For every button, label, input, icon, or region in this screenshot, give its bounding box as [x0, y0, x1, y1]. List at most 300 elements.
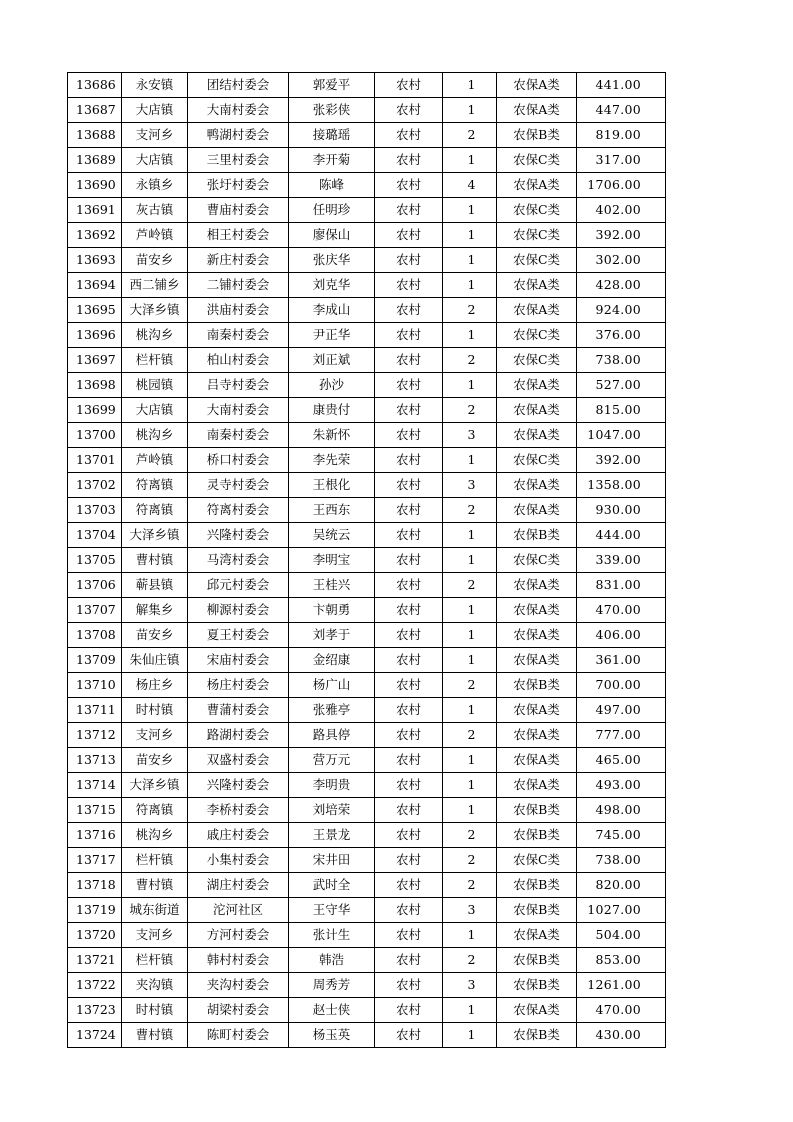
town-cell: 芦岭镇 [122, 223, 188, 248]
table-row [68, 423, 666, 448]
area-type-cell: 农村 [375, 623, 443, 648]
town-cell: 曹村镇 [122, 873, 188, 898]
amount-cell: 498.00 [577, 798, 666, 823]
town-cell: 桃园镇 [122, 373, 188, 398]
household-count-cell: 2 [443, 673, 497, 698]
household-count-cell: 1 [443, 73, 497, 98]
area-type-cell: 农村 [375, 873, 443, 898]
village-committee-cell: 戚庄村委会 [188, 823, 289, 848]
area-type-cell: 农村 [375, 548, 443, 573]
name-cell: 李明宝 [289, 548, 375, 573]
village-committee-cell: 南秦村委会 [188, 323, 289, 348]
row-id-cell: 13686 [68, 73, 122, 98]
amount-cell: 493.00 [577, 773, 666, 798]
insurance-category-cell: 农保B类 [497, 973, 577, 998]
area-type-cell: 农村 [375, 798, 443, 823]
table-row [68, 348, 666, 373]
row-id-cell: 13722 [68, 973, 122, 998]
name-cell: 刘培荣 [289, 798, 375, 823]
household-count-cell: 3 [443, 973, 497, 998]
name-cell: 李明贵 [289, 773, 375, 798]
household-count-cell: 1 [443, 273, 497, 298]
row-id-cell: 13723 [68, 998, 122, 1023]
amount-cell: 504.00 [577, 923, 666, 948]
name-cell: 陈峰 [289, 173, 375, 198]
village-committee-cell: 桥口村委会 [188, 448, 289, 473]
name-cell: 王西东 [289, 498, 375, 523]
roster-table [67, 72, 666, 1048]
name-cell: 刘克华 [289, 273, 375, 298]
area-type-cell: 农村 [375, 498, 443, 523]
amount-cell: 745.00 [577, 823, 666, 848]
household-count-cell: 1 [443, 748, 497, 773]
row-id-cell: 13703 [68, 498, 122, 523]
village-committee-cell: 湖庄村委会 [188, 873, 289, 898]
town-cell: 桃沟乡 [122, 323, 188, 348]
table-row [68, 823, 666, 848]
area-type-cell: 农村 [375, 598, 443, 623]
row-id-cell: 13708 [68, 623, 122, 648]
row-id-cell: 13704 [68, 523, 122, 548]
row-id-cell: 13688 [68, 123, 122, 148]
household-count-cell: 1 [443, 223, 497, 248]
household-count-cell: 1 [443, 698, 497, 723]
household-count-cell: 2 [443, 873, 497, 898]
insurance-category-cell: 农保A类 [497, 473, 577, 498]
village-committee-cell: 杨庄村委会 [188, 673, 289, 698]
amount-cell: 924.00 [577, 298, 666, 323]
name-cell: 张雅亭 [289, 698, 375, 723]
row-id-cell: 13710 [68, 673, 122, 698]
area-type-cell: 农村 [375, 773, 443, 798]
village-committee-cell: 柏山村委会 [188, 348, 289, 373]
area-type-cell: 农村 [375, 1023, 443, 1048]
name-cell: 郭爱平 [289, 73, 375, 98]
amount-cell: 930.00 [577, 498, 666, 523]
household-count-cell: 3 [443, 898, 497, 923]
village-committee-cell: 相王村委会 [188, 223, 289, 248]
village-committee-cell: 南秦村委会 [188, 423, 289, 448]
household-count-cell: 2 [443, 573, 497, 598]
amount-cell: 430.00 [577, 1023, 666, 1048]
village-committee-cell: 兴隆村委会 [188, 523, 289, 548]
area-type-cell: 农村 [375, 248, 443, 273]
insurance-category-cell: 农保B类 [497, 898, 577, 923]
household-count-cell: 2 [443, 498, 497, 523]
amount-cell: 738.00 [577, 348, 666, 373]
row-id-cell: 13692 [68, 223, 122, 248]
town-cell: 曹村镇 [122, 1023, 188, 1048]
household-count-cell: 4 [443, 173, 497, 198]
household-count-cell: 1 [443, 323, 497, 348]
town-cell: 城东街道 [122, 898, 188, 923]
town-cell: 符离镇 [122, 473, 188, 498]
area-type-cell: 农村 [375, 848, 443, 873]
name-cell: 康贵付 [289, 398, 375, 423]
name-cell: 杨玉英 [289, 1023, 375, 1048]
table-row [68, 148, 666, 173]
amount-cell: 465.00 [577, 748, 666, 773]
town-cell: 大泽乡镇 [122, 773, 188, 798]
household-count-cell: 3 [443, 423, 497, 448]
town-cell: 苗安乡 [122, 248, 188, 273]
amount-cell: 1261.00 [577, 973, 666, 998]
insurance-category-cell: 农保A类 [497, 398, 577, 423]
amount-cell: 1047.00 [577, 423, 666, 448]
table-row [68, 648, 666, 673]
household-count-cell: 1 [443, 923, 497, 948]
town-cell: 支河乡 [122, 923, 188, 948]
roster-body [68, 73, 666, 1048]
village-committee-cell: 李桥村委会 [188, 798, 289, 823]
insurance-category-cell: 农保C类 [497, 548, 577, 573]
area-type-cell: 农村 [375, 348, 443, 373]
town-cell: 时村镇 [122, 698, 188, 723]
insurance-category-cell: 农保A类 [497, 573, 577, 598]
amount-cell: 853.00 [577, 948, 666, 973]
row-id-cell: 13719 [68, 898, 122, 923]
row-id-cell: 13694 [68, 273, 122, 298]
table-row [68, 123, 666, 148]
insurance-category-cell: 农保A类 [497, 273, 577, 298]
town-cell: 曹村镇 [122, 548, 188, 573]
table-row [68, 898, 666, 923]
table-row [68, 173, 666, 198]
row-id-cell: 13724 [68, 1023, 122, 1048]
amount-cell: 1706.00 [577, 173, 666, 198]
town-cell: 大店镇 [122, 148, 188, 173]
row-id-cell: 13713 [68, 748, 122, 773]
village-committee-cell: 二铺村委会 [188, 273, 289, 298]
table-row [68, 1023, 666, 1048]
area-type-cell: 农村 [375, 748, 443, 773]
town-cell: 支河乡 [122, 123, 188, 148]
area-type-cell: 农村 [375, 648, 443, 673]
table-row [68, 698, 666, 723]
household-count-cell: 2 [443, 723, 497, 748]
amount-cell: 831.00 [577, 573, 666, 598]
name-cell: 杨广山 [289, 673, 375, 698]
row-id-cell: 13718 [68, 873, 122, 898]
amount-cell: 376.00 [577, 323, 666, 348]
table-row [68, 373, 666, 398]
amount-cell: 339.00 [577, 548, 666, 573]
name-cell: 营万元 [289, 748, 375, 773]
table-row [68, 948, 666, 973]
row-id-cell: 13689 [68, 148, 122, 173]
insurance-category-cell: 农保C类 [497, 848, 577, 873]
village-committee-cell: 双盛村委会 [188, 748, 289, 773]
amount-cell: 819.00 [577, 123, 666, 148]
village-committee-cell: 沱河社区 [188, 898, 289, 923]
village-committee-cell: 宋庙村委会 [188, 648, 289, 673]
insurance-category-cell: 农保B类 [497, 673, 577, 698]
insurance-category-cell: 农保B类 [497, 798, 577, 823]
amount-cell: 470.00 [577, 598, 666, 623]
insurance-category-cell: 农保A类 [497, 423, 577, 448]
village-committee-cell: 鸭湖村委会 [188, 123, 289, 148]
household-count-cell: 1 [443, 198, 497, 223]
village-committee-cell: 曹蒲村委会 [188, 698, 289, 723]
insurance-category-cell: 农保A类 [497, 723, 577, 748]
town-cell: 符离镇 [122, 498, 188, 523]
household-count-cell: 2 [443, 948, 497, 973]
row-id-cell: 13717 [68, 848, 122, 873]
name-cell: 韩浩 [289, 948, 375, 973]
table-row [68, 723, 666, 748]
village-committee-cell: 吕寺村委会 [188, 373, 289, 398]
name-cell: 朱新怀 [289, 423, 375, 448]
row-id-cell: 13697 [68, 348, 122, 373]
name-cell: 孙沙 [289, 373, 375, 398]
area-type-cell: 农村 [375, 823, 443, 848]
insurance-category-cell: 农保A类 [497, 923, 577, 948]
name-cell: 金绍康 [289, 648, 375, 673]
area-type-cell: 农村 [375, 423, 443, 448]
village-committee-cell: 曹庙村委会 [188, 198, 289, 223]
village-committee-cell: 胡梁村委会 [188, 998, 289, 1023]
village-committee-cell: 路湖村委会 [188, 723, 289, 748]
household-count-cell: 1 [443, 248, 497, 273]
insurance-category-cell: 农保A类 [497, 73, 577, 98]
table-row [68, 573, 666, 598]
town-cell: 桃沟乡 [122, 823, 188, 848]
town-cell: 杨庄乡 [122, 673, 188, 698]
amount-cell: 402.00 [577, 198, 666, 223]
household-count-cell: 1 [443, 148, 497, 173]
household-count-cell: 1 [443, 623, 497, 648]
row-id-cell: 13705 [68, 548, 122, 573]
insurance-category-cell: 农保B类 [497, 873, 577, 898]
insurance-category-cell: 农保A类 [497, 623, 577, 648]
household-count-cell: 1 [443, 598, 497, 623]
insurance-category-cell: 农保A类 [497, 298, 577, 323]
row-id-cell: 13707 [68, 598, 122, 623]
name-cell: 路具停 [289, 723, 375, 748]
name-cell: 张彩侠 [289, 98, 375, 123]
area-type-cell: 农村 [375, 373, 443, 398]
row-id-cell: 13693 [68, 248, 122, 273]
household-count-cell: 1 [443, 98, 497, 123]
town-cell: 芦岭镇 [122, 448, 188, 473]
row-id-cell: 13716 [68, 823, 122, 848]
insurance-category-cell: 农保B类 [497, 1023, 577, 1048]
village-committee-cell: 灵寺村委会 [188, 473, 289, 498]
table-row [68, 623, 666, 648]
household-count-cell: 2 [443, 823, 497, 848]
household-count-cell: 3 [443, 473, 497, 498]
area-type-cell: 农村 [375, 998, 443, 1023]
insurance-category-cell: 农保C类 [497, 198, 577, 223]
household-count-cell: 1 [443, 1023, 497, 1048]
amount-cell: 470.00 [577, 998, 666, 1023]
name-cell: 张计生 [289, 923, 375, 948]
table-row [68, 223, 666, 248]
row-id-cell: 13714 [68, 773, 122, 798]
household-count-cell: 2 [443, 298, 497, 323]
table-row [68, 673, 666, 698]
insurance-category-cell: 农保A类 [497, 498, 577, 523]
area-type-cell: 农村 [375, 148, 443, 173]
area-type-cell: 农村 [375, 973, 443, 998]
amount-cell: 302.00 [577, 248, 666, 273]
town-cell: 永安镇 [122, 73, 188, 98]
household-count-cell: 2 [443, 398, 497, 423]
insurance-category-cell: 农保B类 [497, 823, 577, 848]
area-type-cell: 农村 [375, 223, 443, 248]
town-cell: 大店镇 [122, 398, 188, 423]
name-cell: 任明珍 [289, 198, 375, 223]
table-row [68, 448, 666, 473]
town-cell: 苗安乡 [122, 748, 188, 773]
row-id-cell: 13702 [68, 473, 122, 498]
amount-cell: 820.00 [577, 873, 666, 898]
area-type-cell: 农村 [375, 473, 443, 498]
area-type-cell: 农村 [375, 73, 443, 98]
table-row [68, 523, 666, 548]
name-cell: 王根化 [289, 473, 375, 498]
table-row [68, 848, 666, 873]
insurance-category-cell: 农保A类 [497, 648, 577, 673]
village-committee-cell: 柳源村委会 [188, 598, 289, 623]
town-cell: 解集乡 [122, 598, 188, 623]
table-row [68, 248, 666, 273]
table-row [68, 548, 666, 573]
insurance-category-cell: 农保A类 [497, 773, 577, 798]
insurance-category-cell: 农保C类 [497, 223, 577, 248]
area-type-cell: 农村 [375, 523, 443, 548]
row-id-cell: 13715 [68, 798, 122, 823]
amount-cell: 406.00 [577, 623, 666, 648]
name-cell: 李成山 [289, 298, 375, 323]
household-count-cell: 2 [443, 848, 497, 873]
row-id-cell: 13695 [68, 298, 122, 323]
amount-cell: 392.00 [577, 223, 666, 248]
table-row [68, 773, 666, 798]
table-row [68, 473, 666, 498]
town-cell: 大店镇 [122, 98, 188, 123]
town-cell: 大泽乡镇 [122, 298, 188, 323]
town-cell: 蕲县镇 [122, 573, 188, 598]
household-count-cell: 1 [443, 998, 497, 1023]
amount-cell: 738.00 [577, 848, 666, 873]
town-cell: 朱仙庄镇 [122, 648, 188, 673]
name-cell: 赵士侠 [289, 998, 375, 1023]
insurance-category-cell: 农保A类 [497, 173, 577, 198]
insurance-category-cell: 农保A类 [497, 98, 577, 123]
household-count-cell: 2 [443, 348, 497, 373]
village-committee-cell: 张圩村委会 [188, 173, 289, 198]
name-cell: 王景龙 [289, 823, 375, 848]
row-id-cell: 13706 [68, 573, 122, 598]
amount-cell: 441.00 [577, 73, 666, 98]
town-cell: 苗安乡 [122, 623, 188, 648]
insurance-category-cell: 农保A类 [497, 698, 577, 723]
village-committee-cell: 马湾村委会 [188, 548, 289, 573]
amount-cell: 361.00 [577, 648, 666, 673]
name-cell: 廖保山 [289, 223, 375, 248]
area-type-cell: 农村 [375, 898, 443, 923]
insurance-category-cell: 农保B类 [497, 123, 577, 148]
insurance-category-cell: 农保A类 [497, 748, 577, 773]
row-id-cell: 13696 [68, 323, 122, 348]
row-id-cell: 13698 [68, 373, 122, 398]
amount-cell: 428.00 [577, 273, 666, 298]
town-cell: 时村镇 [122, 998, 188, 1023]
village-committee-cell: 韩村村委会 [188, 948, 289, 973]
table-row [68, 873, 666, 898]
household-count-cell: 1 [443, 773, 497, 798]
table-row [68, 73, 666, 98]
insurance-category-cell: 农保B类 [497, 523, 577, 548]
amount-cell: 527.00 [577, 373, 666, 398]
table-row [68, 498, 666, 523]
insurance-category-cell: 农保A类 [497, 998, 577, 1023]
row-id-cell: 13699 [68, 398, 122, 423]
table-row [68, 273, 666, 298]
area-type-cell: 农村 [375, 173, 443, 198]
name-cell: 武时全 [289, 873, 375, 898]
area-type-cell: 农村 [375, 323, 443, 348]
insurance-category-cell: 农保B类 [497, 948, 577, 973]
town-cell: 桃沟乡 [122, 423, 188, 448]
village-committee-cell: 小集村委会 [188, 848, 289, 873]
table-row [68, 298, 666, 323]
row-id-cell: 13711 [68, 698, 122, 723]
name-cell: 刘孝于 [289, 623, 375, 648]
name-cell: 宋井田 [289, 848, 375, 873]
household-count-cell: 2 [443, 123, 497, 148]
amount-cell: 815.00 [577, 398, 666, 423]
area-type-cell: 农村 [375, 398, 443, 423]
amount-cell: 777.00 [577, 723, 666, 748]
town-cell: 西二铺乡 [122, 273, 188, 298]
name-cell: 王守华 [289, 898, 375, 923]
name-cell: 王桂兴 [289, 573, 375, 598]
village-committee-cell: 方河村委会 [188, 923, 289, 948]
insurance-category-cell: 农保A类 [497, 598, 577, 623]
area-type-cell: 农村 [375, 448, 443, 473]
area-type-cell: 农村 [375, 698, 443, 723]
table-row [68, 398, 666, 423]
area-type-cell: 农村 [375, 273, 443, 298]
table-row [68, 98, 666, 123]
area-type-cell: 农村 [375, 198, 443, 223]
village-committee-cell: 大南村委会 [188, 98, 289, 123]
village-committee-cell: 大南村委会 [188, 398, 289, 423]
amount-cell: 317.00 [577, 148, 666, 173]
village-committee-cell: 陈町村委会 [188, 1023, 289, 1048]
row-id-cell: 13701 [68, 448, 122, 473]
town-cell: 夹沟镇 [122, 973, 188, 998]
village-committee-cell: 兴隆村委会 [188, 773, 289, 798]
town-cell: 栏杆镇 [122, 848, 188, 873]
area-type-cell: 农村 [375, 948, 443, 973]
row-id-cell: 13690 [68, 173, 122, 198]
table-row [68, 748, 666, 773]
area-type-cell: 农村 [375, 923, 443, 948]
row-id-cell: 13720 [68, 923, 122, 948]
insurance-category-cell: 农保C类 [497, 248, 577, 273]
household-count-cell: 1 [443, 373, 497, 398]
name-cell: 李先荣 [289, 448, 375, 473]
household-count-cell: 1 [443, 648, 497, 673]
town-cell: 支河乡 [122, 723, 188, 748]
area-type-cell: 农村 [375, 573, 443, 598]
village-committee-cell: 夏王村委会 [188, 623, 289, 648]
area-type-cell: 农村 [375, 98, 443, 123]
amount-cell: 700.00 [577, 673, 666, 698]
